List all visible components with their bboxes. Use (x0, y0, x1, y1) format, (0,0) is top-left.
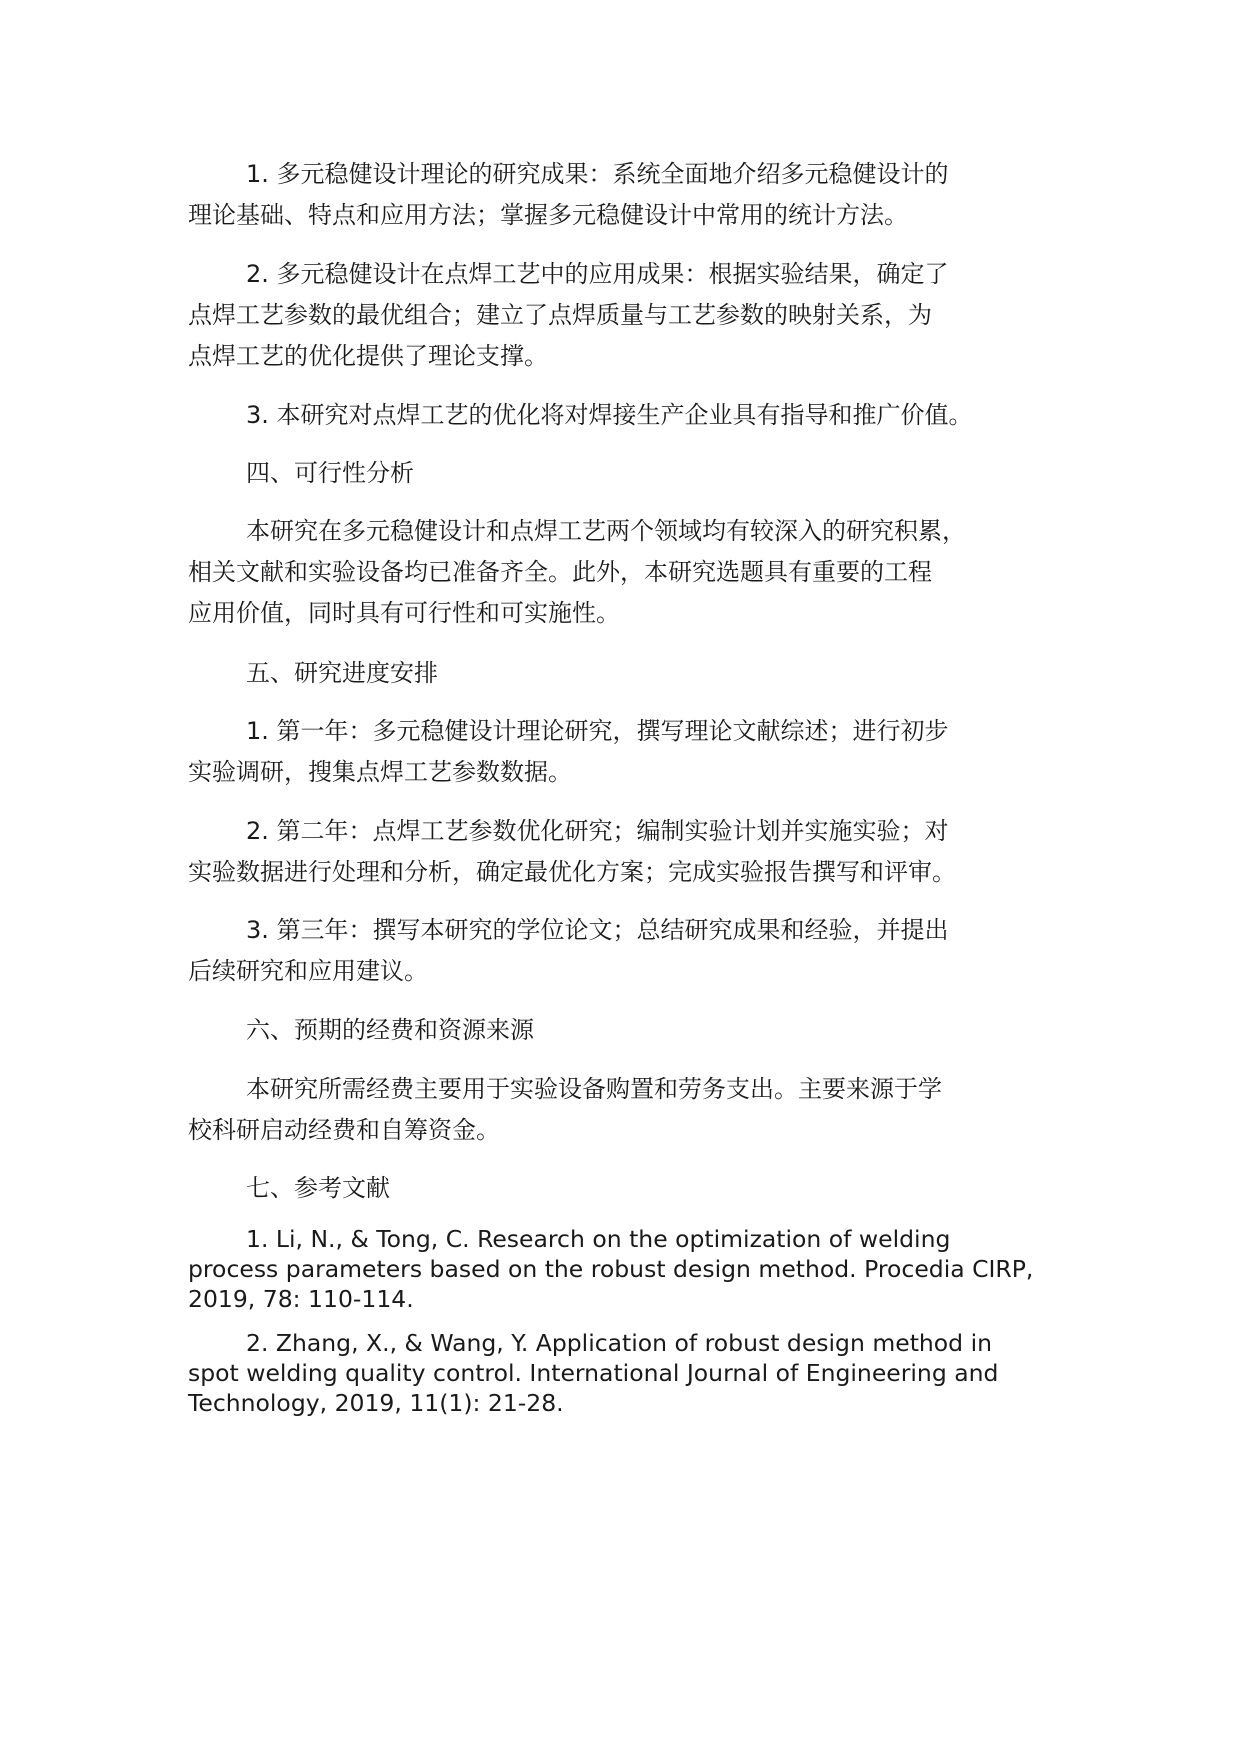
text-line: Technology, 2019, 11(1): 21-28. (188, 1389, 564, 1417)
text-line: 相关文献和实验设备均已准备齐全。此外，本研究选题具有重要的工程 (188, 558, 932, 586)
heading-text: 五、研究进度安排 (246, 659, 438, 687)
heading-text: 六、预期的经费和资源来源 (246, 1016, 534, 1044)
text-line: 实验调研，搜集点焊工艺参数数据。 (188, 758, 572, 786)
text-line: 3. 第三年：撰写本研究的学位论文；总结研究成果和经验，并提出 (246, 916, 949, 944)
text-line: 1. 多元稳健设计理论的研究成果：系统全面地介绍多元稳健设计的 (246, 160, 949, 188)
text-line: 实验数据进行处理和分析，确定最优化方案；完成实验报告撰写和评审。 (188, 858, 956, 886)
text-line: 1. Li, N., & Tong, C. Research on the optimization of welding (246, 1225, 951, 1253)
text-line: 3. 本研究对点焊工艺的优化将对焊接生产企业具有指导和推广价值。 (246, 401, 973, 429)
text-line: 理论基础、特点和应用方法；掌握多元稳健设计中常用的统计方法。 (188, 201, 908, 229)
heading-text: 七、参考文献 (246, 1174, 390, 1202)
text-line: 本研究所需经费主要用于实验设备购置和劳务支出。主要来源于学 (246, 1075, 942, 1103)
text-line: 2. 多元稳健设计在点焊工艺中的应用成果：根据实验结果，确定了 (246, 260, 949, 288)
text-line: 点焊工艺的优化提供了理论支撑。 (188, 342, 548, 370)
text-line: spot welding quality control. International Journal of Engineering and (188, 1359, 999, 1387)
heading-text: 四、可行性分析 (246, 459, 414, 487)
text-line: 本研究在多元稳健设计和点焊工艺两个领域均有较深入的研究积累， (246, 517, 966, 545)
text-line: 后续研究和应用建议。 (188, 957, 428, 985)
text-line: 应用价值，同时具有可行性和可实施性。 (188, 599, 620, 627)
text-line: process parameters based on the robust design method. Procedia CIRP, (188, 1255, 1034, 1283)
text-line: 校科研启动经费和自筹资金。 (188, 1116, 500, 1144)
text-line: 2. 第二年：点焊工艺参数优化研究；编制实验计划并实施实验；对 (246, 817, 949, 845)
text-line: 1. 第一年：多元稳健设计理论研究，撰写理论文献综述；进行初步 (246, 717, 949, 745)
text-line: 2019, 78: 110-114. (188, 1285, 414, 1313)
text-line: 点焊工艺参数的最优组合；建立了点焊质量与工艺参数的映射关系，为 (188, 301, 932, 329)
text-line: 2. Zhang, X., & Wang, Y. Application of robust design method in (246, 1329, 992, 1357)
